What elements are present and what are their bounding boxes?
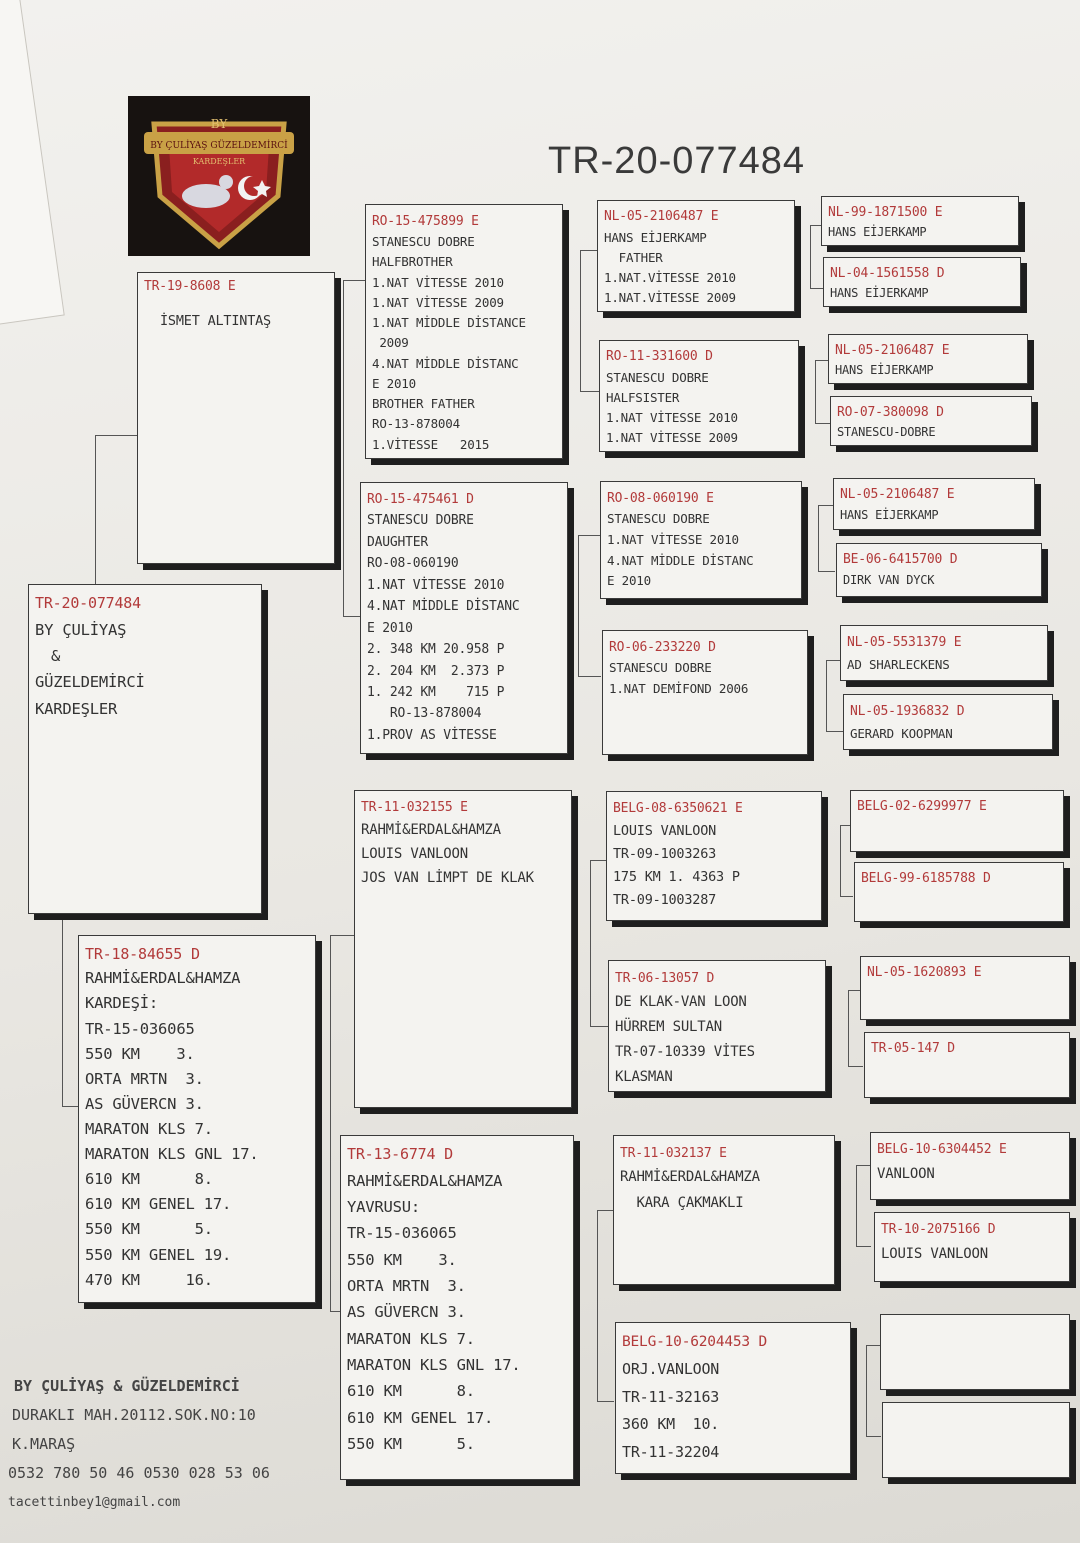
breeder-name: BY ÇULİYAŞ & GÜZELDEMİRCİ	[14, 1377, 240, 1395]
svg-text:BY ÇULİYAŞ GÜZELDEMİRCİ: BY ÇULİYAŞ GÜZELDEMİRCİ	[150, 141, 288, 151]
ring-number: TR-18-84655 D	[85, 945, 200, 963]
owner-name: İSMET ALTINTAŞ	[160, 313, 271, 330]
grandparent-box: TR-13-6774 D RAHMİ&ERDAL&HAMZA YAVRUSU: TR-15-036065 550 KM 3. ORTA MRTN 3. AS GÜVERCN 3. MARATON KLS 7. MARATON KLS GNL 17. 610 KM 8. 610 KM GENEL 17. 550 KM 5.	[340, 1135, 574, 1480]
ancestor-box: BELG-02-6299977 E	[850, 790, 1064, 852]
ancestor-box: BELG-10-6204453 D ORJ.VANLOON TR-11-32163 360 KM 10. TR-11-32204	[615, 1322, 851, 1474]
page-title: TR-20-077484	[548, 140, 806, 182]
ancestor-box: NL-05-2106487 E HANS EİJERKAMP	[828, 334, 1028, 384]
ancestor-box: NL-04-1561558 D HANS EİJERKAMP	[823, 257, 1021, 307]
ancestor-box: NL-05-2106487 E HANS EİJERKAMP FATHER 1.NAT.VİTESSE 2010 1.NAT.VİTESSE 2009	[597, 200, 795, 312]
ring-number: TR-20-077484	[35, 594, 141, 612]
address: DURAKLI MAH.20112.SOK.NO:10	[12, 1406, 256, 1424]
connector	[597, 1210, 614, 1402]
ancestor-box-empty	[882, 1402, 1070, 1478]
grandparent-box: RO-15-475461 D STANESCU DOBRE DAUGHTER RO-08-060190 1.NAT VİTESSE 2010 4.NAT MİDDLE DİSTANC E 2010 2. 348 KM 20.958 P 2. 204 KM 2.373 P 1. 242 KM 715 P RO-13-878004 1.PROV AS VİTESSE	[360, 482, 568, 754]
svg-text:KARDEŞLER: KARDEŞLER	[192, 157, 246, 166]
ancestor-box: NL-99-1871500 E HANS EİJERKAMP	[821, 196, 1019, 246]
background-paper-edge	[0, 0, 65, 325]
connector	[856, 1165, 871, 1247]
shield-logo-icon	[128, 96, 310, 256]
ancestor-box: NL-05-1620893 E	[860, 956, 1070, 1020]
ancestor-box: BELG-08-6350621 E LOUIS VANLOON TR-09-1003263 175 KM 1. 4363 P TR-09-1003287	[606, 791, 822, 921]
ancestor-box: TR-05-147 D	[864, 1032, 1070, 1098]
contact-footer	[8, 1372, 328, 1517]
subject-box: TR-20-077484 BY ÇULİYAŞ & GÜZELDEMİRCİ KARDEŞLER	[28, 584, 262, 914]
ancestor-box: NL-05-1936832 D GERARD KOOPMAN	[843, 694, 1053, 750]
ancestor-box: TR-10-2075166 D LOUIS VANLOON	[874, 1212, 1070, 1282]
connector	[578, 535, 601, 677]
ancestor-box: BELG-99-6185788 D	[854, 862, 1064, 922]
ancestor-box: RO-07-380098 D STANESCU-DOBRE	[830, 396, 1032, 446]
ancestor-box-empty	[880, 1314, 1070, 1390]
owner-box	[137, 272, 335, 564]
grandparent-box: RO-15-475899 E STANESCU DOBRE HALFBROTHER 1.NAT VİTESSE 2010 1.NAT VİTESSE 2009 1.NAT MİDDLE DİSTANCE 2009 4.NAT MİDDLE DİSTANC E 2010 BROTHER FATHER RO-13-878004 1.VİTESSE 2015	[365, 204, 563, 459]
ancestor-box: BELG-10-6304452 E VANLOON	[870, 1132, 1070, 1200]
ancestor-box: RO-11-331600 D STANESCU DOBRE HALFSISTER 1.NAT VİTESSE 2010 1.NAT VİTESSE 2009	[599, 340, 799, 452]
grandparent-box: TR-11-032155 E RAHMİ&ERDAL&HAMZA LOUIS VANLOON JOS VAN LİMPT DE KLAK	[354, 790, 572, 1108]
ancestor-box: TR-06-13057 D DE KLAK-VAN LOON HÜRREM SULTAN TR-07-10339 VİTES KLASMAN	[608, 960, 826, 1092]
ancestor-box: RO-06-233220 D STANESCU DOBRE 1.NAT DEMİFOND 2006	[602, 630, 808, 755]
ancestor-box: RO-08-060190 E STANESCU DOBRE 1.NAT VİTESSE 2010 4.NAT MİDDLE DİSTANC E 2010	[600, 481, 802, 599]
ring-number: TR-19-8608 E	[144, 279, 236, 294]
city: K.MARAŞ	[12, 1435, 76, 1453]
ancestor-box: NL-05-2106487 E HANS EİJERKAMP	[833, 478, 1035, 530]
logo	[128, 96, 310, 256]
email: tacettinbey1@gmail.com	[8, 1495, 181, 1510]
dam-box: TR-18-84655 D RAHMİ&ERDAL&HAMZA KARDEŞİ: TR-15-036065 550 KM 3. ORTA MRTN 3. AS GÜVERCN 3. MARATON KLS 7. MARATON KLS GNL 17. 610 KM 8. 610 KM GENEL 17. 550 KM 5. 550 KM GENEL 19. 470 KM 16.	[78, 935, 316, 1303]
svg-text:BY: BY	[210, 117, 228, 131]
ancestor-box: BE-06-6415700 D DIRK VAN DYCK	[836, 543, 1042, 597]
ancestor-box: TR-11-032137 E RAHMİ&ERDAL&HAMZA KARA ÇAKMAKLI	[613, 1135, 835, 1285]
ancestor-box: NL-05-5531379 E AD SHARLECKENS	[840, 625, 1048, 681]
phone-numbers: 0532 780 50 46 0530 028 53 06	[8, 1464, 270, 1482]
connector	[866, 1345, 881, 1437]
